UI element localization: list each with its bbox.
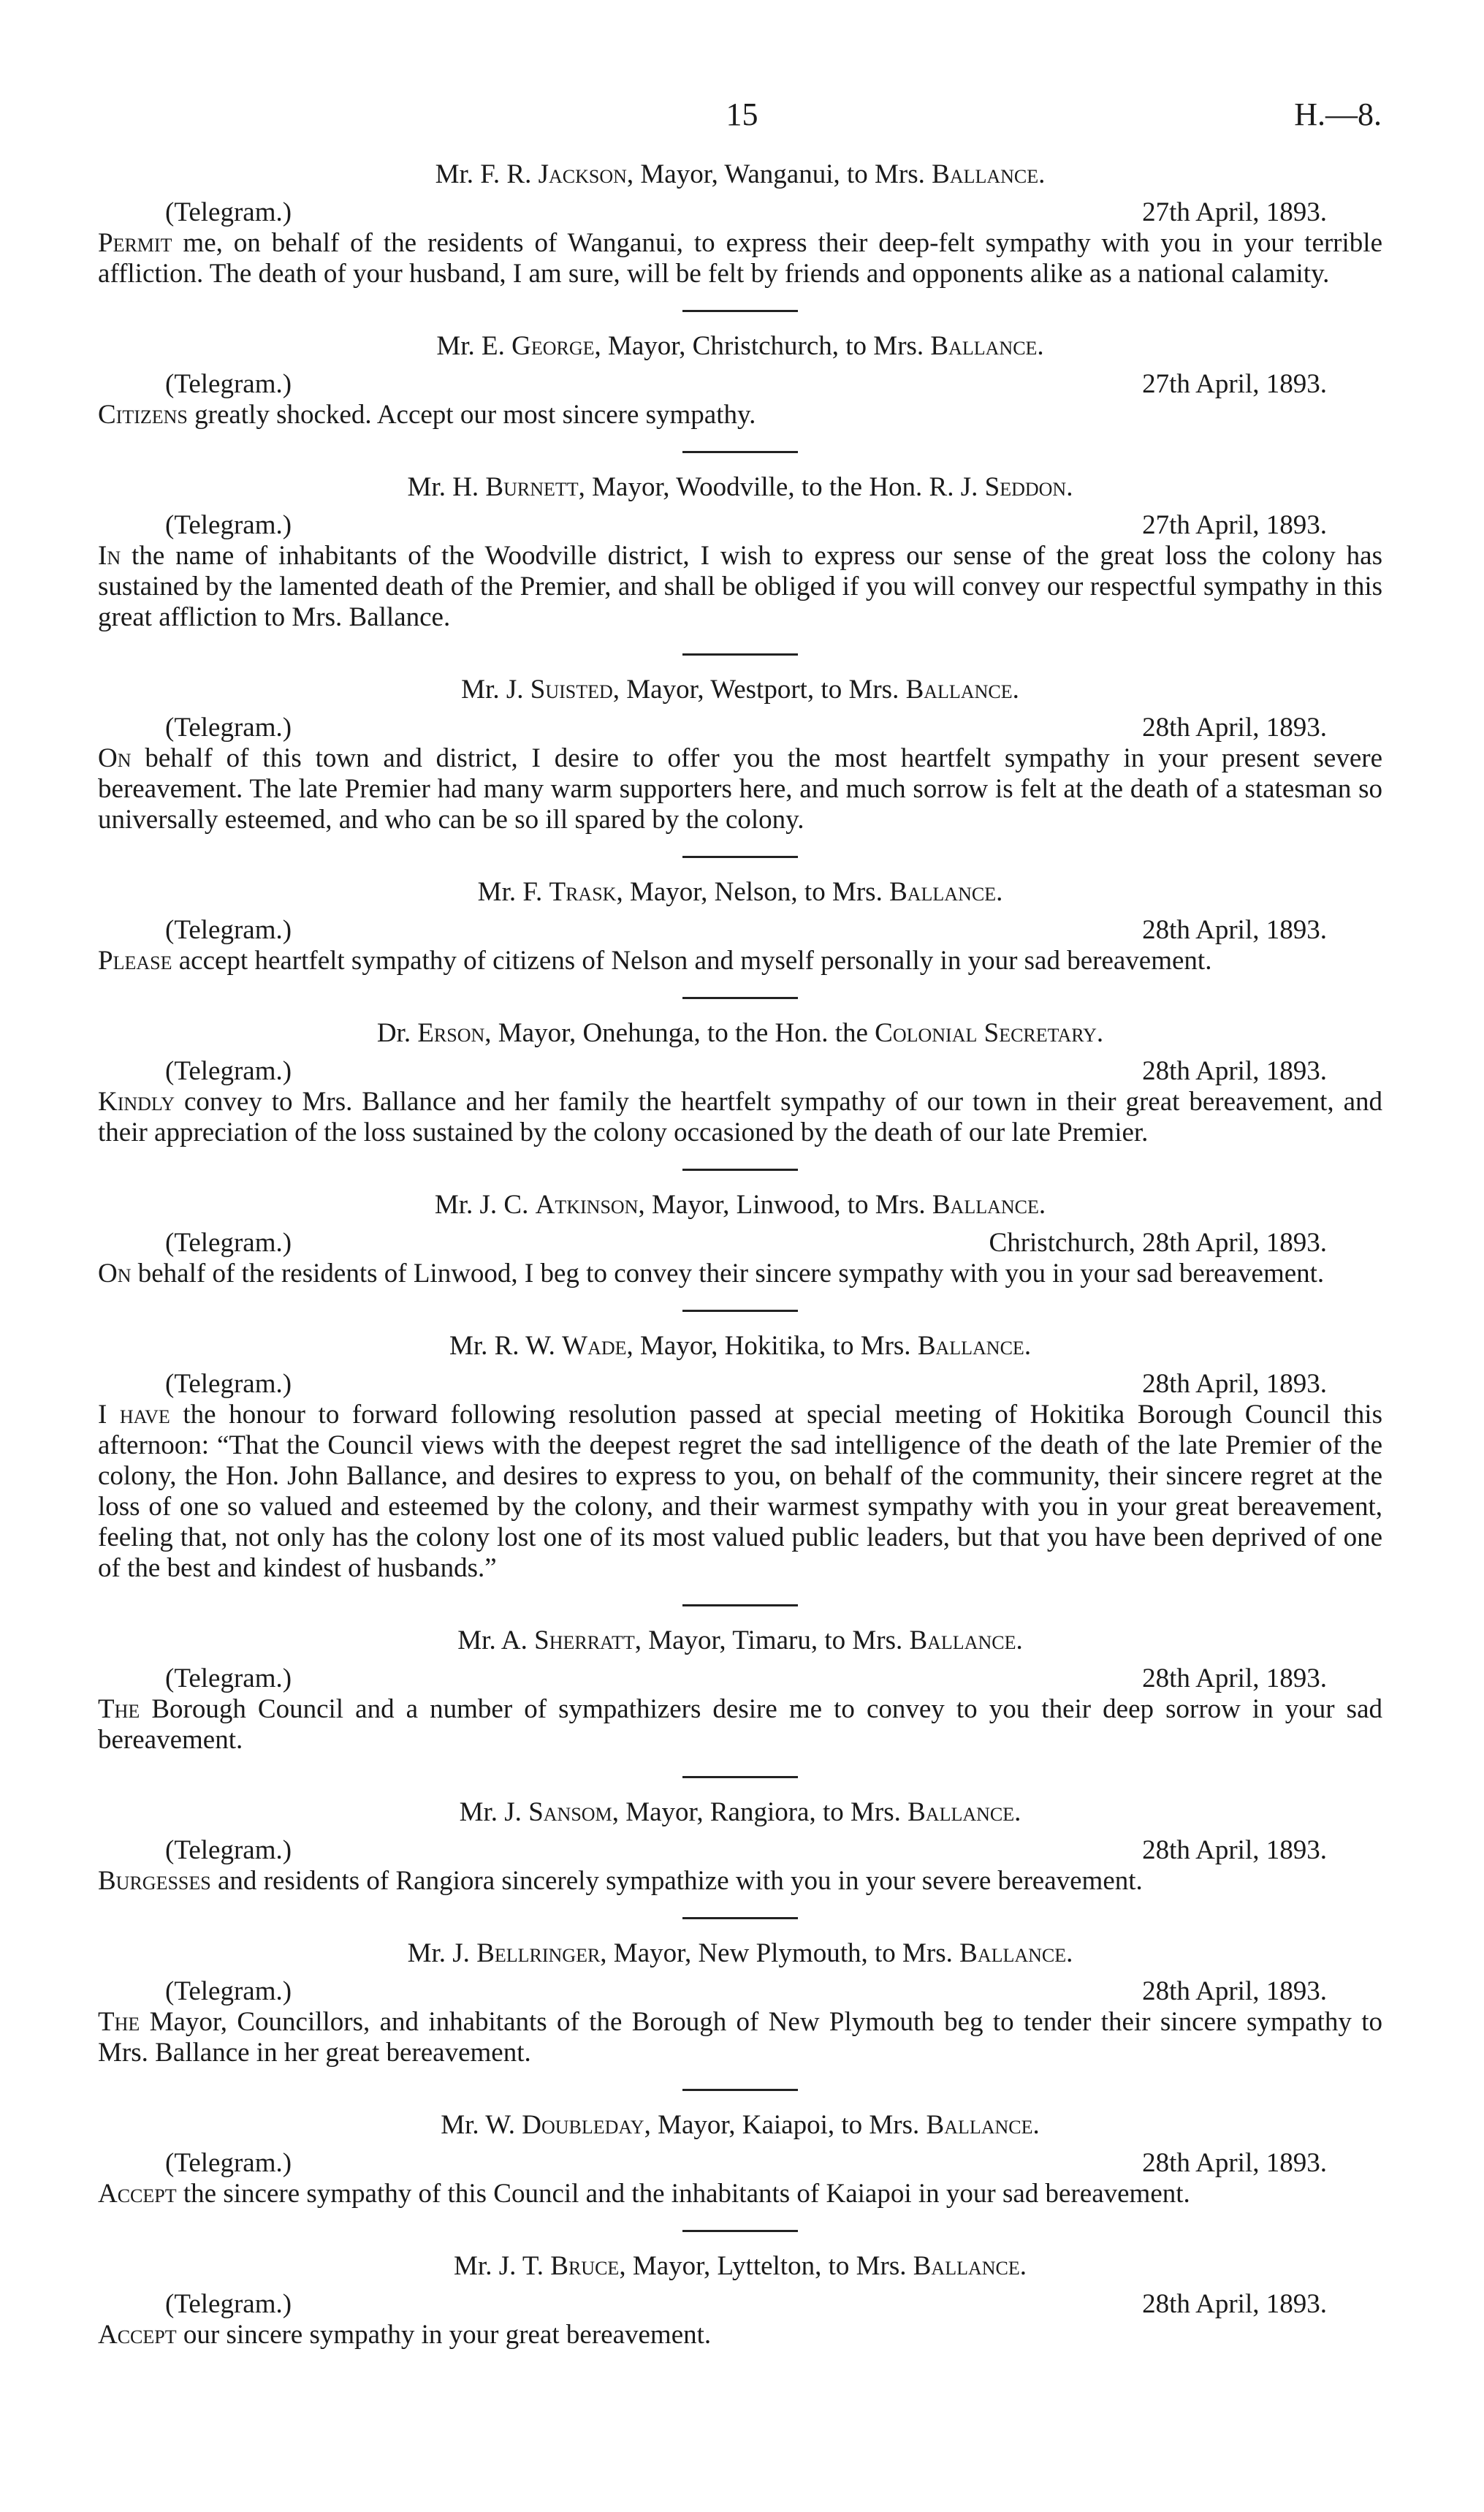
sender-role: , Mayor, Linwood, to Mrs.	[638, 1190, 932, 1220]
lead-word: Accept	[98, 2320, 177, 2350]
sender-name: Bellringer	[476, 1938, 601, 1968]
sender-name: Jackson	[538, 159, 627, 189]
telegram-entry	[98, 1797, 1382, 1897]
body-text: Borough Council and a number of sympathizers desire me to convey to you their deep sorrow in your sad bereavement.	[98, 1694, 1382, 1755]
recipient-name: Ballance	[913, 2251, 1020, 2281]
body-text: behalf of this town and district, I desire to offer you the most heartfelt sympathy in your present severe bereavement. The late Premier had many warm supporters here, and much sorrow is felt at the death of a statesman so universally esteemed, and who can be so ill spared by the colony.	[98, 743, 1382, 835]
telegram-body	[98, 1400, 1382, 1584]
heading-period: .	[1066, 472, 1073, 502]
separator-rule	[682, 997, 798, 999]
heading-period: .	[996, 877, 1003, 907]
separator-rule	[682, 2089, 798, 2091]
recipient-name: Ballance	[905, 675, 1013, 705]
telegram-entry	[98, 1938, 1382, 2068]
sender-role: , Mayor, Christchurch, to Mrs.	[594, 331, 931, 361]
sender-role: , Mayor, New Plymouth, to Mrs.	[600, 1938, 960, 1968]
sender-prefix: Mr. J. C.	[434, 1190, 536, 1220]
heading-period: .	[1016, 1625, 1023, 1655]
sender-name: Trask	[549, 877, 617, 907]
telegram-entry	[98, 331, 1382, 430]
recipient-name: Ballance	[889, 877, 997, 907]
heading-period: .	[1012, 675, 1019, 705]
telegram-meta	[98, 1228, 1382, 1259]
telegram-body	[98, 228, 1382, 289]
lead-word: Accept	[98, 2179, 177, 2209]
telegram-body	[98, 400, 1382, 430]
lead-word: The	[98, 1694, 140, 1724]
recipient-name: Ballance	[909, 1625, 1016, 1655]
separator-rule	[682, 653, 798, 656]
recipient-name: Ballance	[930, 331, 1038, 361]
telegram-body	[98, 2179, 1382, 2209]
telegram-body	[98, 1087, 1382, 1148]
recipient-name: Ballance	[932, 1190, 1039, 1220]
telegram-entry	[98, 675, 1382, 835]
telegram-meta	[98, 2289, 1382, 2320]
document-reference: H.—8.	[1294, 96, 1382, 132]
telegram-meta	[98, 1369, 1382, 1400]
telegram-heading	[98, 1331, 1382, 1362]
body-text: accept heartfelt sympathy of citizens of Nelson and myself personally in your sad bereavement.	[172, 946, 1212, 976]
telegram-heading	[98, 1018, 1382, 1049]
sender-name: Sansom	[528, 1797, 612, 1827]
lead-word: I have	[98, 1400, 170, 1430]
heading-period: .	[1032, 2110, 1040, 2140]
lead-word: Kindly	[98, 1087, 175, 1117]
telegram-heading	[98, 159, 1382, 190]
telegram-type: (Telegram.)	[165, 2148, 292, 2178]
separator-rule	[682, 310, 798, 312]
telegram-body	[98, 2320, 1382, 2350]
telegram-meta	[98, 369, 1382, 400]
lead-word: Please	[98, 946, 172, 976]
body-text: greatly shocked. Accept our most sincere sympathy.	[187, 400, 756, 430]
telegram-heading	[98, 1938, 1382, 1969]
telegram-type: (Telegram.)	[165, 1976, 292, 2006]
telegram-entry	[98, 1018, 1382, 1148]
telegram-entry	[98, 2251, 1382, 2350]
telegram-entry	[98, 1625, 1382, 1756]
telegram-entry	[98, 877, 1382, 976]
telegram-heading	[98, 1190, 1382, 1221]
separator-rule	[682, 856, 798, 858]
separator-rule	[682, 1310, 798, 1312]
sender-name: Wade	[562, 1331, 627, 1361]
telegram-body	[98, 743, 1382, 835]
sender-prefix: Mr. F. R.	[435, 159, 539, 189]
telegram-meta	[98, 197, 1382, 228]
telegram-type: (Telegram.)	[165, 1369, 292, 1399]
body-text: the sincere sympathy of this Council and the inhabitants of Kaiapoi in your sad bereavement.	[176, 2179, 1190, 2209]
telegram-date: Christchurch, 28th April, 1893.	[989, 1228, 1327, 1258]
sender-name: George	[511, 331, 595, 361]
telegram-body	[98, 946, 1382, 976]
lead-word: On	[98, 743, 132, 773]
telegram-meta	[98, 713, 1382, 743]
telegram-type: (Telegram.)	[165, 369, 292, 399]
heading-period: .	[1096, 1018, 1104, 1048]
page-header	[0, 96, 1484, 136]
telegram-type: (Telegram.)	[165, 2289, 292, 2319]
sender-role: , Mayor, Timaru, to Mrs.	[634, 1625, 910, 1655]
body-text: convey to Mrs. Ballance and her family the heartfelt sympathy of our town in their great bereavement, and their appreciation of the loss sustained by the colony occasioned by the death of our late Premier.	[98, 1087, 1382, 1147]
separator-rule	[682, 1776, 798, 1778]
telegram-heading	[98, 331, 1382, 362]
recipient-name: Seddon	[984, 472, 1067, 502]
telegram-date: 28th April, 1893.	[1142, 2148, 1327, 2178]
telegram-meta	[98, 1976, 1382, 2007]
heading-period: .	[1066, 1938, 1073, 1968]
sender-role: , Mayor, Westport, to Mrs.	[612, 675, 906, 705]
body-text: and residents of Rangiora sincerely sympathize with you in your severe bereavement.	[210, 1866, 1143, 1896]
separator-rule	[682, 1917, 798, 1919]
telegram-date: 28th April, 1893.	[1142, 1663, 1327, 1693]
telegram-type: (Telegram.)	[165, 1835, 292, 1865]
sender-role: , Mayor, Kaiapoi, to Mrs.	[644, 2110, 926, 2140]
telegram-list	[98, 159, 1382, 2350]
body-text: the name of inhabitants of the Woodville district, I wish to express our sense of the great loss the colony has sustained by the lamented death of the Premier, and shall be obliged if you will convey our respectful sympathy in this great affliction to Mrs. Ballance.	[98, 541, 1382, 632]
telegram-body	[98, 1259, 1382, 1289]
sender-role: , Mayor, Woodville, to the Hon. R. J.	[578, 472, 985, 502]
telegram-meta	[98, 1663, 1382, 1694]
telegram-entry	[98, 1331, 1382, 1584]
telegram-meta	[98, 2148, 1382, 2179]
separator-rule	[682, 2230, 798, 2232]
lead-word: The	[98, 2007, 140, 2037]
telegram-type: (Telegram.)	[165, 197, 292, 227]
lead-word: Permit	[98, 228, 172, 258]
telegram-type: (Telegram.)	[165, 1056, 292, 1086]
telegram-type: (Telegram.)	[165, 713, 292, 743]
separator-rule	[682, 451, 798, 453]
body-text: the honour to forward following resolution passed at special meeting of Hokitika Borough Council this afternoon: “That the Council views with the deepest regret the sad intelligence of the death of the late Premier of the colony, the Hon. John Ballance, and desires to express to you, on behalf of the community, their sincere regret at the loss of one so valued and esteemed by the colony, and their warmest sympathy with you in your great bereavement, feeling that, not only has the colony lost one of its most valued public leaders, but that you have been deprived of one of the best and kindest of husbands.”	[98, 1400, 1382, 1583]
sender-prefix: Mr. J.	[459, 1797, 529, 1827]
telegram-entry	[98, 472, 1382, 633]
telegram-date: 28th April, 1893.	[1142, 1835, 1327, 1865]
page-number: 15	[726, 96, 758, 132]
telegram-heading	[98, 675, 1382, 705]
telegram-date: 28th April, 1893.	[1142, 713, 1327, 743]
sender-name: Atkinson	[535, 1190, 639, 1220]
telegram-body	[98, 541, 1382, 633]
sender-role: , Mayor, Lyttelton, to Mrs.	[619, 2251, 913, 2281]
sender-name: Sherratt	[534, 1625, 635, 1655]
telegram-heading	[98, 1625, 1382, 1656]
telegram-body	[98, 1694, 1382, 1756]
heading-period: .	[1037, 331, 1044, 361]
recipient-name: Colonial Secretary	[875, 1018, 1097, 1048]
telegram-date: 28th April, 1893.	[1142, 1976, 1327, 2006]
sender-role: , Mayor, Hokitika, to Mrs.	[626, 1331, 918, 1361]
recipient-name: Ballance	[932, 159, 1039, 189]
sender-role: , Mayor, Nelson, to Mrs.	[616, 877, 890, 907]
telegram-heading	[98, 1797, 1382, 1828]
telegram-date: 27th April, 1893.	[1142, 197, 1327, 227]
telegram-type: (Telegram.)	[165, 1228, 292, 1258]
sender-prefix: Mr. F.	[477, 877, 549, 907]
telegram-date: 28th April, 1893.	[1142, 2289, 1327, 2319]
body-text: me, on behalf of the residents of Wanganui, to express their deep-felt sympathy with you in your terrible affliction. The death of your husband, I am sure, will be felt by friends and opponents alike as a national calamity.	[98, 228, 1382, 289]
recipient-name: Ballance	[926, 2110, 1033, 2140]
lead-word: In	[98, 541, 121, 571]
telegram-meta	[98, 1056, 1382, 1087]
sender-prefix: Mr. W.	[441, 2110, 522, 2140]
telegram-heading	[98, 877, 1382, 908]
telegram-heading	[98, 2251, 1382, 2282]
telegram-meta	[98, 1835, 1382, 1866]
telegram-date: 27th April, 1893.	[1142, 369, 1327, 399]
telegram-date: 28th April, 1893.	[1142, 1056, 1327, 1086]
telegram-heading	[98, 2110, 1382, 2141]
recipient-name: Ballance	[907, 1797, 1015, 1827]
telegram-body	[98, 1866, 1382, 1897]
telegram-type: (Telegram.)	[165, 915, 292, 945]
sender-prefix: Mr. H.	[407, 472, 486, 502]
separator-rule	[682, 1169, 798, 1171]
sender-prefix: Mr. J.	[461, 675, 530, 705]
sender-role: , Mayor, Wanganui, to Mrs.	[626, 159, 932, 189]
lead-word: Citizens	[98, 400, 188, 430]
telegram-heading	[98, 472, 1382, 503]
sender-role: , Mayor, Onehunga, to the Hon. the	[484, 1018, 875, 1048]
body-text: our sincere sympathy in your great bereavement.	[176, 2320, 712, 2350]
sender-prefix: Mr. A.	[457, 1625, 535, 1655]
sender-prefix: Mr. J.	[407, 1938, 477, 1968]
heading-period: .	[1014, 1797, 1021, 1827]
sender-prefix: Dr.	[376, 1018, 418, 1048]
heading-period: .	[1019, 2251, 1027, 2281]
sender-prefix: Mr. J. T.	[454, 2251, 551, 2281]
heading-period: .	[1038, 159, 1046, 189]
sender-name: Bruce	[550, 2251, 620, 2281]
sender-name: Doubleday	[522, 2110, 644, 2140]
body-text: behalf of the residents of Linwood, I beg to convey their sincere sympathy with you in your sad bereavement.	[131, 1259, 1325, 1289]
telegram-date: 28th April, 1893.	[1142, 915, 1327, 945]
separator-rule	[682, 1604, 798, 1606]
sender-prefix: Mr. R. W.	[449, 1331, 563, 1361]
telegram-date: 27th April, 1893.	[1142, 510, 1327, 540]
heading-period: .	[1038, 1190, 1046, 1220]
sender-name: Erson	[417, 1018, 485, 1048]
sender-role: , Mayor, Rangiora, to Mrs.	[612, 1797, 908, 1827]
lead-word: On	[98, 1259, 132, 1289]
sender-name: Suisted	[530, 675, 613, 705]
telegram-body	[98, 2007, 1382, 2068]
sender-prefix: Mr. E.	[436, 331, 512, 361]
heading-period: .	[1024, 1331, 1032, 1361]
recipient-name: Ballance	[917, 1331, 1024, 1361]
telegram-meta	[98, 510, 1382, 541]
telegram-type: (Telegram.)	[165, 1663, 292, 1693]
lead-word: Burgesses	[98, 1866, 211, 1896]
telegram-type: (Telegram.)	[165, 510, 292, 540]
telegram-date: 28th April, 1893.	[1142, 1369, 1327, 1399]
recipient-name: Ballance	[959, 1938, 1067, 1968]
telegram-entry	[98, 159, 1382, 289]
telegram-entry	[98, 2110, 1382, 2209]
sender-name: Burnett	[485, 472, 579, 502]
body-text: Mayor, Councillors, and inhabitants of the Borough of New Plymouth beg to tender their sincere sympathy to Mrs. Ballance in her great bereavement.	[98, 2007, 1382, 2068]
telegram-meta	[98, 915, 1382, 946]
telegram-entry	[98, 1190, 1382, 1289]
